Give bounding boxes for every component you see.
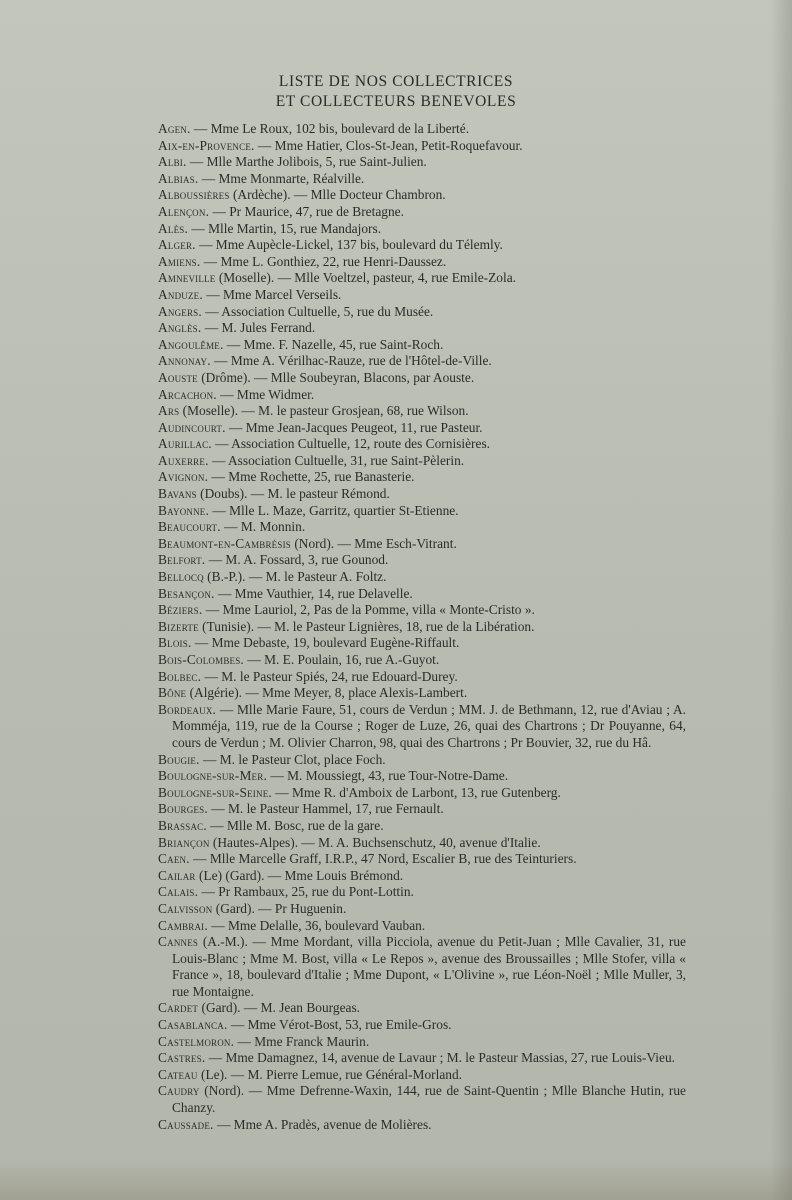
list-item [158, 536, 686, 553]
collector-details: — Mlle Marthe Jolibois, 5, rue Saint-Julien. [186, 154, 427, 170]
list-item [158, 304, 686, 321]
list-item [158, 469, 686, 486]
list-item [158, 519, 686, 536]
city-name: Briançon [158, 834, 210, 850]
list-item [158, 270, 686, 287]
city-name: Cannes [158, 934, 199, 950]
collector-details: — Mme Debaste, 19, boulevard Eugène-Riffault. [191, 635, 460, 651]
city-name: Aouste [158, 369, 198, 385]
collector-details: (Gard). — M. Jean Bourgeas. [198, 1000, 361, 1016]
collector-list [158, 121, 686, 1133]
list-item [158, 221, 686, 238]
collector-details: — Mme Franck Maurin. [234, 1033, 370, 1049]
title-line-2: ET COLLECTEURS BENEVOLES [275, 93, 517, 110]
city-name: Beaumont-en-Cambrésis [158, 535, 291, 551]
city-name: Albi. [158, 154, 187, 170]
list-item [158, 453, 686, 470]
collector-details: — M. Jules Ferrand. [201, 320, 316, 336]
list-item [158, 503, 686, 520]
collector-details: — Mme. F. Nazelle, 45, rue Saint-Roch. [223, 336, 444, 352]
list-item [158, 337, 686, 354]
list-item [158, 171, 686, 188]
list-item [158, 1050, 686, 1067]
collector-details: — Mme Le Roux, 102 bis, boulevard de la Liberté. [190, 121, 470, 136]
city-name: Bourges. [158, 801, 208, 817]
city-name: Caussade. [158, 1116, 214, 1132]
city-name: Ars [158, 403, 180, 419]
city-name: Anduze. [158, 286, 203, 302]
city-name: Auxerre. [158, 452, 209, 468]
collector-details: — M. Monnin. [220, 519, 306, 535]
collector-details: (Gard). — Pr Huguenin. [212, 900, 347, 916]
collector-details: — M. le Pasteur Hammel, 17, rue Fernault. [207, 801, 444, 817]
collector-details: (Algérie). — Mme Meyer, 8, place Alexis-Lambert. [186, 685, 468, 701]
collector-details: — Mme Lauriol, 2, Pas de la Pomme, villa « Monte-Cristo ». [202, 602, 535, 618]
city-name: Annonay. [158, 353, 211, 369]
collector-details: (Nord). — Mme Defrenne-Waxin, 144, rue de Saint-Quentin ; Mlle Blanche Hutin, rue Chanzy. [172, 1083, 686, 1116]
city-name: Besançon. [158, 585, 215, 601]
list-item [158, 768, 686, 785]
city-name: Bayonne. [158, 502, 210, 518]
collector-details: — Mme R. d'Amboix de Larbont, 13, rue Gutenberg. [271, 784, 561, 800]
list-item [158, 586, 686, 603]
collector-details: (Tunisie). — M. le Pasteur Lignières, 18, rue de la Libération. [198, 618, 535, 634]
collector-details: — M. E. Poulain, 16, rue A.-Guyot. [243, 652, 440, 667]
list-item [158, 702, 686, 752]
city-name: Cardet [158, 1000, 199, 1016]
collector-details: — Mme Vauthier, 14, rue Delavelle. [214, 585, 413, 601]
city-name: Boulogne-sur-Seine. [158, 784, 272, 800]
city-name: Cambrai. [158, 917, 208, 933]
city-name: Bellocq [158, 569, 204, 585]
city-name: Alger. [158, 237, 196, 253]
list-item [158, 851, 686, 868]
collector-details: — M. Moussiegt, 43, rue Tour-Notre-Dame. [267, 768, 509, 784]
city-name: Cailar [158, 867, 196, 883]
collector-details: — Mlle Marcelle Graff, I.R.P., 47 Nord, Escalier B, rue des Teinturiers. [189, 851, 577, 867]
collector-details: — Mme Marcel Verseils. [202, 286, 342, 302]
list-item [158, 237, 686, 254]
collector-details: (A.-M.). — Mme Mordant, villa Picciola, avenue du Petit-Juan ; Mlle Cavalier, 31, rue Louis-Blanc ; Mme M. Bost, villa « Le Repos », avenue des Broussailles ; Mlle Stofer, villa « France », 18, boulevard d'Italie ; Mme Dupont, « L'Olivine », rue Léon-Noël ; Mlle Muller, 3, rue Montaigne. [172, 934, 686, 999]
collector-details: — Association Cultuelle, 12, route des Cornisières. [211, 436, 491, 452]
list-item [158, 552, 686, 569]
list-item [158, 1067, 686, 1084]
title-line-1: LISTE DE NOS COLLECTRICES [278, 73, 514, 90]
list-item [158, 121, 686, 138]
list-item [158, 420, 686, 437]
city-name: Bougie. [158, 751, 200, 767]
list-item [158, 785, 686, 802]
collector-details: — Mme Rochette, 25, rue Banasterie. [208, 469, 415, 485]
collector-details: — Mme Jean-Jacques Peugeot, 11, rue Pasteur. [225, 419, 483, 435]
document-title [0, 72, 792, 112]
collector-details: — Mlle M. Bosc, rue de la gare. [206, 817, 384, 833]
list-item [158, 370, 686, 387]
collector-details: — Association Cultuelle, 5, rue du Musée. [201, 303, 434, 319]
collector-details: — M. le Pasteur Clot, place Foch. [199, 751, 386, 767]
collector-details: — Mme Widmer. [216, 386, 315, 402]
list-item [158, 287, 686, 304]
list-item [158, 569, 686, 586]
city-name: Blois. [158, 635, 192, 651]
collector-details: (Hautes-Alpes). — M. A. Buchsenschutz, 40, avenue d'Italie. [209, 834, 541, 850]
city-name: Avignon. [158, 469, 209, 485]
city-name: Anglès. [158, 320, 202, 336]
city-name: Castelmoron. [158, 1033, 235, 1049]
collector-details: — Mme Monmarte, Réalville. [198, 170, 365, 186]
city-name: Brassac. [158, 817, 207, 833]
collector-details: — Mlle Martin, 15, rue Mandajors. [188, 220, 382, 236]
list-item [158, 436, 686, 453]
city-name: Casablanca. [158, 1017, 228, 1033]
collector-details: (Moselle). — Mlle Voeltzel, pasteur, 4, rue Emile-Zola. [215, 270, 517, 286]
collector-details: (Drôme). — Mlle Soubeyran, Blacons, par Aouste. [197, 369, 475, 385]
list-item [158, 669, 686, 686]
list-item [158, 1083, 686, 1116]
collector-details: — Pr Maurice, 47, rue de Bretagne. [209, 203, 404, 219]
list-item [158, 320, 686, 337]
collector-details: (Ardèche). — Mlle Docteur Chambron. [229, 187, 446, 203]
list-item [158, 835, 686, 852]
collector-details: — Mme Hatier, Clos-St-Jean, Petit-Roquefavour. [254, 137, 523, 153]
city-name: Alès. [158, 220, 189, 236]
city-name: Caudry [158, 1083, 200, 1099]
city-name: Bolbec. [158, 668, 202, 684]
collector-details: — Mlle Marie Faure, 51, cours de Verdun ; MM. J. de Bethmann, 12, rue d'Aviau ; A. Momméja, 119, rue de la Course ; Roger de Luze, 26, quai des Chartrons ; Dr Pouyanne, 64, cours de Verdun ; M. Olivier Charron, 98, quai des Chartrons ; Pr Bouvier, 32, rue du Hâ. [172, 701, 686, 750]
list-item [158, 685, 686, 702]
list-item [158, 1000, 686, 1017]
list-item [158, 818, 686, 835]
collector-details: (Le) (Gard). — Mme Louis Brémond. [195, 867, 404, 883]
city-name: Bordeaux. [158, 701, 217, 717]
collector-details: — Mme Damagnez, 14, avenue de Lavaur ; M. le Pasteur Massias, 27, rue Louis-Vieu. [205, 1050, 675, 1066]
city-name: Angers. [158, 303, 202, 319]
city-name: Aix-en-Provence. [158, 137, 255, 153]
collector-details: — Mme Vérot-Bost, 53, rue Emile-Gros. [227, 1017, 452, 1033]
city-name: Amiens. [158, 253, 201, 269]
list-item [158, 619, 686, 636]
city-name: Bizerte [158, 618, 199, 634]
list-item [158, 154, 686, 171]
list-item [158, 1017, 686, 1034]
city-name: Aurillac. [158, 436, 212, 452]
city-name: Albias. [158, 170, 199, 186]
city-name: Boulogne-sur-Mer. [158, 768, 268, 784]
city-name: Amneville [158, 270, 216, 286]
collector-details: — Mlle L. Maze, Garritz, quartier St-Etienne. [209, 502, 459, 518]
list-item [158, 204, 686, 221]
city-name: Beaucourt. [158, 519, 221, 535]
collector-details: — Mme A. Vérilhac-Rauze, rue de l'Hôtel-de-Ville. [210, 353, 492, 369]
city-name: Bône [158, 685, 187, 701]
collector-details: — M. le Pasteur Spiés, 24, rue Edouard-Durey. [201, 668, 458, 684]
list-item [158, 884, 686, 901]
city-name: Castres. [158, 1050, 206, 1066]
list-item [158, 934, 686, 1000]
list-item [158, 901, 686, 918]
list-item [158, 752, 686, 769]
list-item [158, 1034, 686, 1051]
list-item [158, 187, 686, 204]
collector-details: (B.-P.). — M. le Pasteur A. Foltz. [203, 569, 387, 585]
city-name: Béziers. [158, 602, 203, 618]
city-name: Alboussières [158, 187, 230, 203]
list-item [158, 652, 686, 669]
list-item [158, 486, 686, 503]
list-item [158, 387, 686, 404]
collector-details: — M. A. Fossard, 3, rue Gounod. [205, 552, 389, 568]
city-name: Cateau [158, 1066, 198, 1082]
collector-details: (Doubs). — M. le pasteur Rémond. [196, 486, 390, 502]
collector-details: — Mme L. Gonthiez, 22, rue Henri-Daussez. [200, 253, 447, 269]
collector-details: (Moselle). — M. le pasteur Grosjean, 68, rue Wilson. [179, 403, 469, 419]
list-item [158, 918, 686, 935]
city-name: Calais. [158, 884, 199, 900]
city-name: Arcachon. [158, 386, 217, 402]
city-name: Calvisson [158, 900, 213, 916]
list-item [158, 801, 686, 818]
collector-details: — Mme A. Pradès, avenue de Molières. [213, 1116, 432, 1132]
list-item [158, 403, 686, 420]
city-name: Bois-Colombes. [158, 652, 244, 667]
city-name: Bavans [158, 486, 197, 502]
page-bottom-shadow [0, 1160, 792, 1200]
list-item [158, 1117, 686, 1134]
city-name: Angoulême. [158, 336, 224, 352]
city-name: Agen. [158, 121, 191, 136]
list-item [158, 138, 686, 155]
collector-details: (Nord). — Mme Esch-Vitrant. [291, 535, 457, 551]
list-item [158, 353, 686, 370]
collector-details: — Mme Aupècle-Lickel, 137 bis, boulevard du Télemly. [195, 237, 503, 253]
collector-details: (Le). — M. Pierre Lemue, rue Général-Morland. [197, 1066, 463, 1082]
page-edge-shadow [770, 0, 792, 1200]
city-name: Belfort. [158, 552, 206, 568]
collector-details: — Association Cultuelle, 31, rue Saint-Pèlerin. [208, 452, 465, 468]
collector-details: — Pr Rambaux, 25, rue du Pont-Lottin. [198, 884, 414, 900]
city-name: Audincourt. [158, 419, 226, 435]
city-name: Caen. [158, 851, 190, 867]
list-item [158, 254, 686, 271]
list-item [158, 635, 686, 652]
collector-details: — Mme Delalle, 36, boulevard Vauban. [207, 917, 426, 933]
list-item [158, 868, 686, 885]
list-item [158, 602, 686, 619]
city-name: Alençon. [158, 203, 210, 219]
